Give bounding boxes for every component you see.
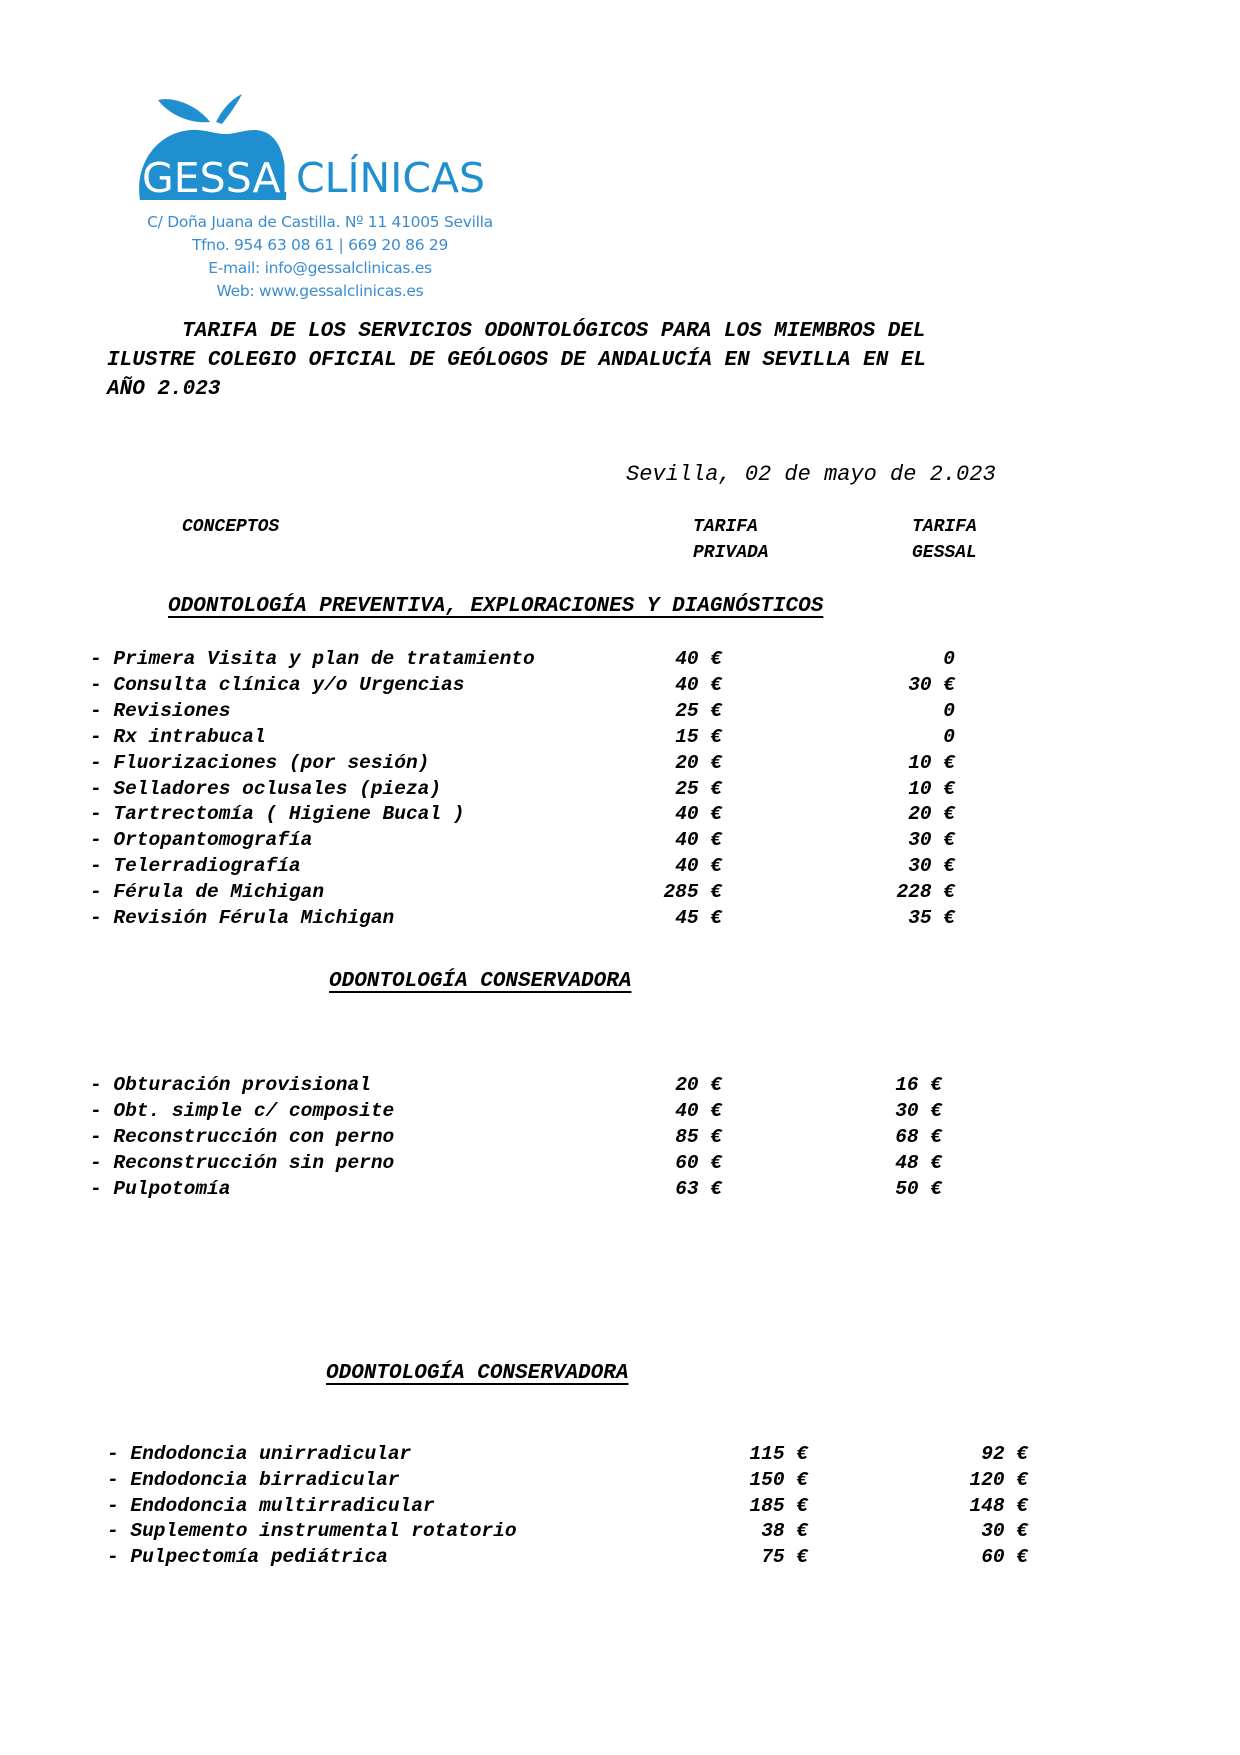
row-concept: - Fluorizaciones (por sesión) <box>90 751 430 774</box>
row-concept: - Suplemento instrumental rotatorio <box>107 1520 517 1543</box>
row-gessal-price: 0 <box>943 725 955 748</box>
row-private-price: 63 € <box>675 1177 722 1200</box>
row-private-price: 38 € <box>761 1520 808 1543</box>
row-concept: - Consulta clínica y/o Urgencias <box>90 673 465 696</box>
table-row <box>0 1469 1240 1495</box>
row-private-price: 40 € <box>675 648 722 670</box>
row-concept: - Pulpotomía <box>90 1177 231 1200</box>
table-row <box>0 648 1240 674</box>
row-concept: - Selladores oclusales (pieza) <box>90 777 442 800</box>
table-row <box>0 674 1240 700</box>
row-concept: - Obturación provisional <box>90 1074 371 1096</box>
row-private-price: 40 € <box>675 1099 722 1122</box>
row-gessal-price: 92 € <box>981 1443 1028 1465</box>
row-concept: - Pulpectomía pediátrica <box>107 1546 388 1569</box>
row-concept: - Ortopantomografía <box>90 829 313 852</box>
table-row <box>0 907 1240 933</box>
table-row <box>0 778 1240 804</box>
header-private-line-2: PRIVADA <box>693 543 769 563</box>
row-concept: - Revisiones <box>90 699 231 722</box>
row-concept: - Primera Visita y plan de tratamiento <box>90 648 535 670</box>
row-concept: - Revisión Férula Michigan <box>90 907 395 929</box>
header-gessal-line-2: GESSAL <box>912 543 977 563</box>
title-line-3: AÑO 2.023 <box>107 378 221 401</box>
clinic-address: C/ Doña Juana de Castilla. Nº 11 41005 Sevilla <box>147 213 493 231</box>
row-gessal-price: 68 € <box>895 1125 942 1148</box>
table-row <box>0 1443 1240 1469</box>
row-private-price: 25 € <box>675 699 722 722</box>
row-concept: - Obt. simple c/ composite <box>90 1099 395 1122</box>
row-gessal-price: 0 <box>943 699 955 722</box>
document-date: Sevilla, 02 de mayo de 2.023 <box>626 462 996 487</box>
row-gessal-price: 228 € <box>896 881 955 904</box>
row-private-price: 150 € <box>749 1468 808 1491</box>
row-gessal-price: 30 € <box>908 855 955 878</box>
row-concept: - Reconstrucción con perno <box>90 1125 395 1148</box>
logo-brand-right: CLÍNICAS <box>296 154 486 202</box>
row-gessal-price: 16 € <box>895 1074 942 1096</box>
row-gessal-price: 48 € <box>895 1151 942 1174</box>
row-gessal-price: 60 € <box>981 1546 1028 1569</box>
table-row <box>0 752 1240 778</box>
row-gessal-price: 0 <box>943 648 955 670</box>
table-row <box>0 1546 1240 1572</box>
table-row <box>0 1100 1240 1126</box>
section-title-preventive: ODONTOLOGÍA PREVENTIVA, EXPLORACIONES Y DIAGNÓSTICOS <box>168 595 824 618</box>
row-private-price: 285 € <box>663 881 722 904</box>
table-row <box>0 803 1240 829</box>
row-gessal-price: 50 € <box>895 1177 942 1200</box>
row-private-price: 20 € <box>675 751 722 774</box>
row-concept: - Férula de Michigan <box>90 881 325 904</box>
row-gessal-price: 20 € <box>908 803 955 826</box>
row-gessal-price: 30 € <box>908 829 955 852</box>
table-row <box>0 1520 1240 1546</box>
row-private-price: 25 € <box>675 777 722 800</box>
row-gessal-price: 30 € <box>981 1520 1028 1543</box>
row-private-price: 60 € <box>675 1151 722 1174</box>
row-concept: - Telerradiografía <box>90 855 301 878</box>
row-private-price: 185 € <box>749 1494 808 1517</box>
table-row <box>0 700 1240 726</box>
clinic-web: Web: www.gessalclinicas.es <box>216 282 424 300</box>
title-line-1: TARIFA DE LOS SERVICIOS ODONTOLÓGICOS PARA LOS MIEMBROS DEL <box>182 320 926 343</box>
row-private-price: 15 € <box>675 725 722 748</box>
table-row <box>0 1126 1240 1152</box>
table-row <box>0 1074 1240 1100</box>
section-title-conservative: ODONTOLOGÍA CONSERVADORA <box>329 970 632 993</box>
table-row <box>0 881 1240 907</box>
row-gessal-price: 35 € <box>908 907 955 929</box>
row-private-price: 20 € <box>675 1074 722 1096</box>
table-row <box>0 829 1240 855</box>
header-concepts: CONCEPTOS <box>182 517 280 537</box>
table-row <box>0 1495 1240 1521</box>
table-row <box>0 726 1240 752</box>
row-concept: - Rx intrabucal <box>90 725 266 748</box>
row-private-price: 45 € <box>675 907 722 929</box>
row-concept: - Endodoncia birradicular <box>107 1468 400 1491</box>
row-gessal-price: 10 € <box>908 777 955 800</box>
header-gessal-tariff <box>912 514 977 566</box>
row-concept: - Reconstrucción sin perno <box>90 1151 395 1174</box>
row-gessal-price: 120 € <box>969 1468 1028 1491</box>
row-concept: - Endodoncia multirradicular <box>107 1494 435 1517</box>
row-private-price: 40 € <box>675 829 722 852</box>
row-private-price: 40 € <box>675 855 722 878</box>
row-private-price: 115 € <box>749 1443 808 1465</box>
row-gessal-price: 30 € <box>908 673 955 696</box>
clinic-phone: Tfno. 954 63 08 61 | 669 20 86 29 <box>191 236 449 254</box>
table-row <box>0 1152 1240 1178</box>
row-private-price: 75 € <box>761 1546 808 1569</box>
row-private-price: 40 € <box>675 673 722 696</box>
row-private-price: 40 € <box>675 803 722 826</box>
row-private-price: 85 € <box>675 1125 722 1148</box>
title-line-2: ILUSTRE COLEGIO OFICIAL DE GEÓLOGOS DE ANDALUCÍA EN SEVILLA EN EL <box>107 349 927 372</box>
clinic-logo <box>130 92 510 302</box>
header-private-tariff <box>693 514 769 566</box>
row-gessal-price: 30 € <box>895 1099 942 1122</box>
logo-brand-left: GESSAL <box>142 154 304 202</box>
header-private-line-1: TARIFA <box>693 517 758 537</box>
clinic-email: E-mail: info@gessalclinicas.es <box>208 259 432 277</box>
document-title <box>107 317 1107 404</box>
table-row <box>0 1178 1240 1204</box>
section-title-endodontics: ODONTOLOGÍA CONSERVADORA <box>326 1362 629 1385</box>
row-concept: - Tartrectomía ( Higiene Bucal ) <box>90 803 465 826</box>
row-gessal-price: 10 € <box>908 751 955 774</box>
header-gessal-line-1: TARIFA <box>912 517 977 537</box>
row-concept: - Endodoncia unirradicular <box>107 1443 412 1465</box>
row-gessal-price: 148 € <box>969 1494 1028 1517</box>
table-row <box>0 855 1240 881</box>
